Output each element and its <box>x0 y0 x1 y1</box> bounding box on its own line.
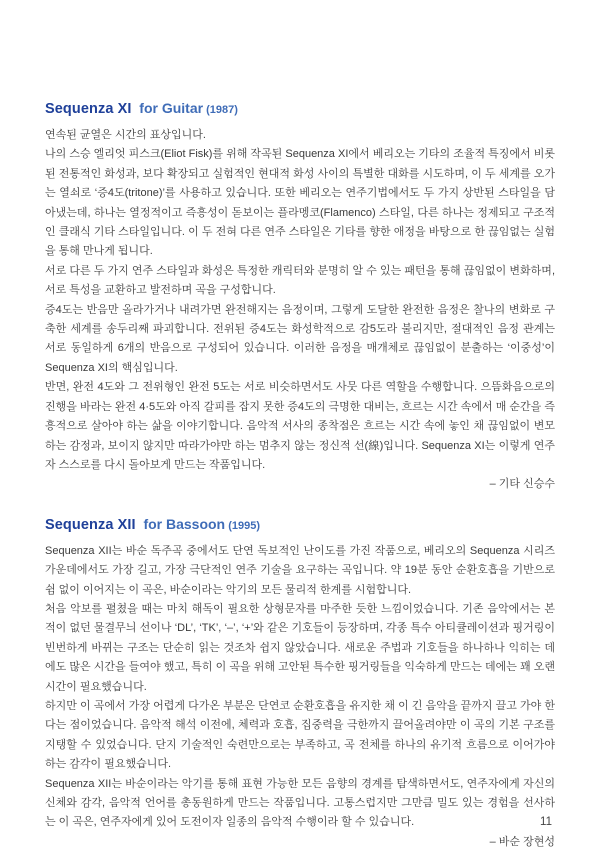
signature-credit: – 바순 장현성 <box>489 835 555 848</box>
page-content <box>45 96 555 850</box>
section-body <box>45 126 555 475</box>
paragraph: 반면, 완전 4도와 그 전위형인 완전 5도는 서로 비슷하면서도 사뭇 다른 역할을 수행합니다. 으뜸화음으로의 진행을 바라는 완전 4·5도와 아직 갈피를 잡지 못한 증4도의 극명한 대비는, 흐르는 시간 속에서 매 순간을 즉흥적으로 살아야 하는 삶을 이야기합니다. 음악적 서사의 종착점은 흐르는 시간 속에 놓인 채 끊임없이 변모하는 감정과, 보이지 않지만 따라가야만 하는 멈추지 않는 정신적 선(線)입니다. Sequenza XI는 이렇게 연주자 스스로를 다시 돌아보게 만드는 작품입니다. <box>45 381 555 471</box>
paragraph: 서로 다른 두 가지 연주 스타일과 화성은 특정한 캐릭터와 분명히 알 수 있는 패턴을 통해 끊임없이 변화하며, 서로 특성을 교환하고 발전하며 곡을 구성합니다. <box>45 264 555 297</box>
work-year: (1995) <box>228 519 260 532</box>
paragraph: 증4도는 반음만 올라가거나 내려가면 완전해지는 음정이며, 그렇게 도달한 완전한 음정은 찰나의 변화로 구축한 세계를 송두리째 파괴합니다. 전위된 증4도는 화성학적으로 감5도라 불리지만, 절대적인 음정 관계는 서로 동일하게 6개의 반음으로 구성되어 있습니다. 이러한 음정을 매개체로 끊임없이 분출하는 ‘이중성’이 Sequenza XI의 핵심입니다. <box>45 303 555 374</box>
work-title: Sequenza XI <box>45 101 132 117</box>
section-title <box>45 512 555 536</box>
work-title: Sequenza XII <box>45 516 136 533</box>
signature-credit: – 기타 신승수 <box>489 478 555 491</box>
paragraph: 연속된 균열은 시간의 표상입니다. <box>45 129 206 141</box>
paragraph: 나의 스승 엘리엇 피스크(Eliot Fisk)를 위해 작곡된 Sequenza XI에서 베리오는 기타의 조율적 특징에서 비롯된 전통적인 화성과, 보다 확장되고 실험적인 현대적 화성 사이의 특별한 대화를 시도하며, 이 두 세계를 오가는 열쇠로 ‘증4도(tritone)’를 사용하고 있습니다. 또한 베리오는 연주기법에서도 두 가지 상반된 스타일을 담아냈는데, 하나는 열정적이고 즉흥성이 돋보이는 플라멩코(Flamenco) 스타일, 다른 하나는 정제되고 구조적인 클래식 기타 스타일입니다. 이 두 전혀 다른 연주 스타일은 기타를 향한 애정을 바탕으로 한 끊임없는 실험을 통해 만나게 됩니다. <box>45 148 555 258</box>
work-instrument: for Guitar <box>139 100 204 116</box>
work-year: (1987) <box>206 104 238 116</box>
work-instrument: for Bassoon <box>143 515 226 532</box>
paragraph: Sequenza XII는 바순 독주곡 중에서도 단연 독보적인 난이도를 가진 작품으로, 베리오의 Sequenza 시리즈 가운데에서도 가장 길고, 가장 극단적인 연주 기술을 요구하는 곡입니다. 약 19분 동안 순환호흡을 기반으로 쉼 없이 이어지는 이 곡은, 바순이라는 악기의 모든 물리적 한계를 시험합니다. <box>45 544 555 596</box>
section-sequenza-xii <box>45 512 555 850</box>
page-number: 11 <box>540 816 552 828</box>
section-body <box>45 542 555 833</box>
paragraph: 처음 악보를 펼쳤을 때는 마치 해독이 필요한 상형문자를 마주한 듯한 느낌이었습니다. 기존 음악에서는 본 적이 없던 물결무늬 선이나 ‘DL’, ‘TK’, ‘–’, ‘+’와 같은 기호들이 등장하며, 각종 특수 아티큘레이션과 핑거링이 빈번하게 바뀌는 구조는 단순히 읽는 것조차 쉽지 않았습니다. 새로운 주법과 기호들을 하나하나 익히는 데에도 많은 시간을 들여야 했고, 특히 이 곡을 위해 고안된 특수한 핑거링들을 익숙하게 만드는 데에는 꽤 오랜 시간이 필요했습니다. <box>45 602 555 693</box>
paragraph: 하지만 이 곡에서 가장 어렵게 다가온 부분은 단연코 순환호흡을 유지한 채 이 긴 음악을 끝까지 끌고 가야 한다는 점이었습니다. 음악적 해석 이전에, 체력과 호흡, 집중력을 극한까지 끌어올려야만 이 곡의 기본 구조를 지탱할 수 있었습니다. 단지 기술적인 숙련만으로는 부족하고, 곡 전체를 하나의 유기적 흐름으로 이어가야 하는 감각이 필요했습니다. <box>45 699 555 771</box>
section-title <box>45 96 555 120</box>
section-sequenza-xi <box>45 96 555 495</box>
paragraph: Sequenza XII는 바순이라는 악기를 통해 표현 가능한 모든 음향의 경계를 탐색하면서도, 연주자에게 자신의 신체와 감각, 음악적 언어를 총동원하게 만드는 작품입니다. 고통스럽지만 그만큼 밀도 있는 경험을 선사하는 이 곡은, 연주자에게 있어 도전이자 일종의 음악적 수행이라 할 수 있습니다. <box>45 777 555 829</box>
